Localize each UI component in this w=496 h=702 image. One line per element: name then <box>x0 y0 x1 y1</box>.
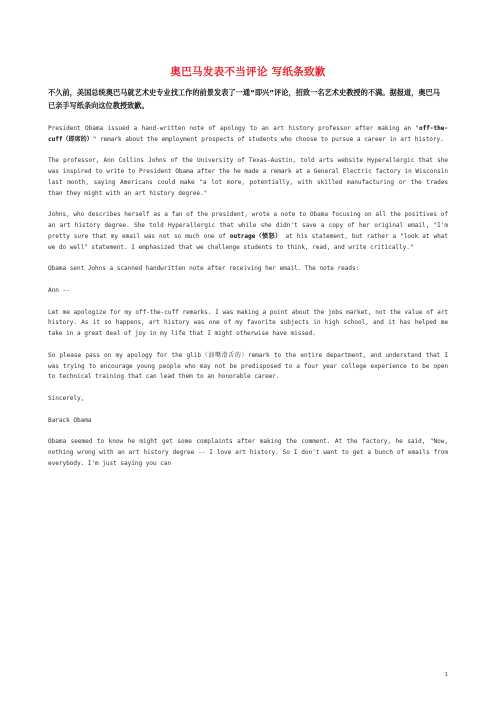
paragraph-3 <box>48 210 448 253</box>
glossary-term-off-the-cuff: off-the-cuff（即席的） <box>48 125 448 143</box>
paragraph-10: Obama seemed to know he might get some complaints after making the comment. At the factory, he said, "Now, nothing wrong with an art history degree -- I love art history. So I don't want to get a bunch of emails from everybody. I'm just saying you can <box>48 438 448 467</box>
paragraph-3-text-a: Johns, who describes herself as a fan of the president, wrote a note to Obama focusing on all the positives of an art history degree. She told Hyperallergic that while she didn't save a copy of her original email, "I'm pretty sure that my email was not so much one of <box>48 211 448 240</box>
paragraph-9: Barack Obama <box>48 416 92 424</box>
paragraph-1 <box>48 124 448 146</box>
paragraph-6: Let me apologize for my off-the-cuff remarks. I was making a point about the jobs market, not the value of art history. As it so happens, art history was one of my favorite subjects in high school, and it has helped me take in a great deal of joy in my life that I might otherwise have missed. <box>48 308 448 338</box>
paragraph-1-text-c: " remark about the employment prospects of students who choose to pursue a career in art history. <box>92 135 444 143</box>
paragraph-4: Obama sent Johns a scanned handwritten note after receiving her email. The note reads: <box>48 265 360 273</box>
page-number: 1 <box>444 672 448 678</box>
article-title: 奥巴马发表不当评论 写纸条致歉 <box>170 66 326 78</box>
paragraph-5: Ann -- <box>48 286 70 294</box>
article-lead: 不久前，美国总统奥巴马就艺术史专业找工作的前景发表了一通“即兴”评论，招致一名艺术史教授的不满。据报道，奥巴马已亲手写纸条向这位教授致歉。 <box>48 88 440 110</box>
paragraph-3-text-c: at his statement, but rather a "look at what we do well" statement. I emphasized that we challenge students to think, read, and write critically." <box>48 232 448 251</box>
paragraph-8: Sincerely, <box>48 394 85 402</box>
article-body <box>48 124 448 480</box>
glossary-term-outrage: outrage（愤怒） <box>229 232 282 240</box>
paragraph-1-text-a: President Obama issued a hand-written note of apology to an art history professor after making an " <box>48 125 420 132</box>
paragraph-7: So please pass on my apology for the glib（油嘴滑舌的）remark to the entire department, and understand that I was trying to encourage young people who may not be predisposed to a four year college experience to be open to technical training that can lead them to an honorable career. <box>48 351 448 381</box>
paragraph-2: The professor, Ann Collins Johns of the University of Texas-Austin, told arts website Hyperallergic that she was inspired to write to President Obama after the he made a remark at a General Electric factory in Wisconsin last month, saying Americans could make "a lot more, potentially, with skilled manufacturing or the trades than they might with an art history degree." <box>48 157 448 197</box>
